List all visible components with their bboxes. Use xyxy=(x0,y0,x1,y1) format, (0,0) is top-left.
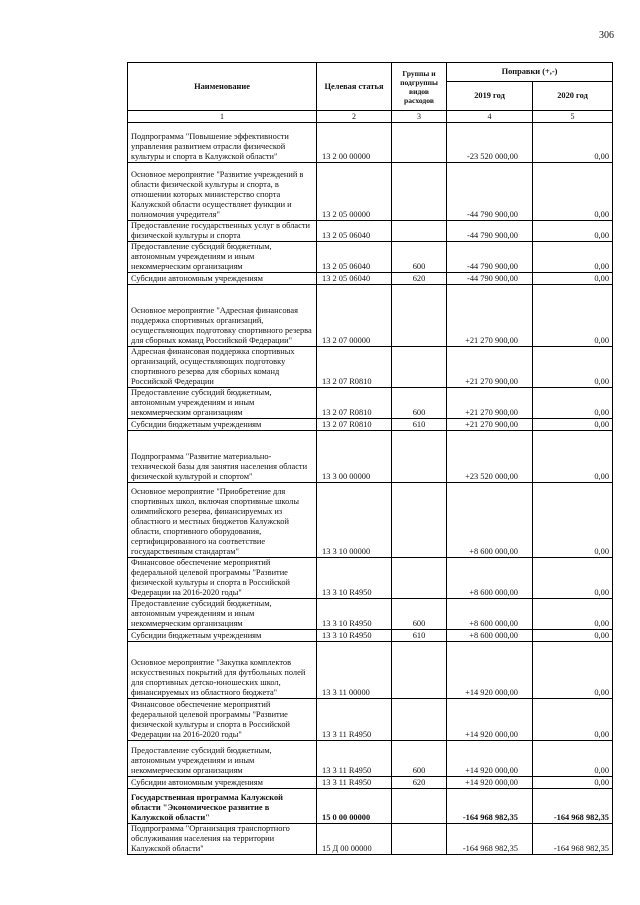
row-amendment-2020: 0,00 xyxy=(533,483,613,558)
row-expense-group xyxy=(392,221,447,242)
row-amendment-2019: -164 968 982,35 xyxy=(447,789,533,824)
row-name: Предоставление субсидий бюджетным, автономным учреждениям и иным некоммерческим организациям xyxy=(128,242,317,273)
table-row xyxy=(128,388,613,419)
table-row xyxy=(128,777,613,789)
row-name: Основное мероприятие "Развитие учреждений в области физической культуры и спорта, в отношении которых министерство спорта Калужской области осуществляет функции и полномочия учредителя" xyxy=(128,163,317,221)
header-expense-groups: Группы и подгруппы видов расходов xyxy=(392,63,447,111)
row-expense-group xyxy=(392,699,447,741)
column-index: 1 xyxy=(128,111,317,123)
row-expense-group: 610 xyxy=(392,419,447,431)
row-amendment-2020: -164 968 982,35 xyxy=(533,824,613,855)
row-target-article: 13 2 05 06040 xyxy=(317,273,392,285)
table-row xyxy=(128,630,613,642)
row-name: Подпрограмма "Организация транспортного обслуживания населения на территории Калужской области" xyxy=(128,824,317,855)
row-amendment-2019: -44 790 900,00 xyxy=(447,163,533,221)
row-amendment-2020: -164 968 982,35 xyxy=(533,789,613,824)
row-amendment-2020: 0,00 xyxy=(533,388,613,419)
row-amendment-2019: +21 270 900,00 xyxy=(447,347,533,388)
column-index: 5 xyxy=(533,111,613,123)
row-amendment-2019: +8 600 000,00 xyxy=(447,558,533,599)
row-target-article: 13 2 05 06040 xyxy=(317,242,392,273)
row-target-article: 13 3 11 R4950 xyxy=(317,777,392,789)
row-expense-group: 610 xyxy=(392,630,447,642)
row-name: Субсидии бюджетным учреждениям xyxy=(128,630,317,642)
row-expense-group: 600 xyxy=(392,388,447,419)
row-name: Предоставление субсидий бюджетным, автономным учреждениям и иным некоммерческим организациям xyxy=(128,741,317,777)
row-expense-group xyxy=(392,789,447,824)
row-name: Государственная программа Калужской области "Экономическое развитие в Калужской области" xyxy=(128,789,317,824)
row-amendment-2020: 0,00 xyxy=(533,123,613,163)
row-amendment-2020: 0,00 xyxy=(533,642,613,699)
row-expense-group xyxy=(392,558,447,599)
row-name: Подпрограмма "Повышение эффективности управления развитием отрасли физической культуры и спорта в Калужской области" xyxy=(128,123,317,163)
table-row xyxy=(128,642,613,699)
row-target-article: 13 2 07 00000 xyxy=(317,285,392,347)
row-amendment-2019: +21 270 900,00 xyxy=(447,419,533,431)
row-name: Основное мероприятие "Приобретение для спортивных школ, включая спортивные школы олимпийского резерва, финансируемых из областного и местных бюджетов Калужской области, спортивного оборудования, сертифицированного на соответствие государственным стандартам" xyxy=(128,483,317,558)
header-2020: 2020 год xyxy=(533,82,613,111)
column-index: 2 xyxy=(317,111,392,123)
table-row xyxy=(128,789,613,824)
table-row xyxy=(128,599,613,630)
row-name: Финансовое обеспечение мероприятий федеральной целевой программы "Развитие физической культуры и спорта в Российской Федерации на 2016-2020 годы" xyxy=(128,558,317,599)
row-amendment-2019: +8 600 000,00 xyxy=(447,630,533,642)
row-amendment-2019: -23 520 000,00 xyxy=(447,123,533,163)
row-amendment-2019: +8 600 000,00 xyxy=(447,483,533,558)
row-amendment-2019: +14 920 000,00 xyxy=(447,642,533,699)
row-expense-group xyxy=(392,431,447,483)
row-amendment-2019: +21 270 900,00 xyxy=(447,285,533,347)
row-amendment-2020: 0,00 xyxy=(533,699,613,741)
row-amendment-2019: +23 520 000,00 xyxy=(447,431,533,483)
row-target-article: 13 3 11 R4950 xyxy=(317,741,392,777)
row-name: Предоставление государственных услуг в области физической культуры и спорта xyxy=(128,221,317,242)
table-row xyxy=(128,273,613,285)
row-amendment-2020: 0,00 xyxy=(533,221,613,242)
row-expense-group xyxy=(392,163,447,221)
page-number: 306 xyxy=(599,30,614,41)
row-amendment-2019: -164 968 982,35 xyxy=(447,824,533,855)
row-name: Предоставление субсидий бюджетным, автономным учреждениям и иным некоммерческим организациям xyxy=(128,388,317,419)
row-target-article: 13 2 07 R0810 xyxy=(317,419,392,431)
row-expense-group xyxy=(392,123,447,163)
row-expense-group xyxy=(392,824,447,855)
header-amendments: Поправки (+,-) xyxy=(447,63,613,82)
column-index: 4 xyxy=(447,111,533,123)
row-target-article: 13 2 00 00000 xyxy=(317,123,392,163)
row-name: Предоставление субсидий бюджетным, автономным учреждениям и иным некоммерческим организациям xyxy=(128,599,317,630)
row-amendment-2019: +14 920 000,00 xyxy=(447,699,533,741)
row-expense-group xyxy=(392,642,447,699)
row-name: Субсидии автономным учреждениям xyxy=(128,777,317,789)
row-target-article: 13 3 00 00000 xyxy=(317,431,392,483)
row-amendment-2019: -44 790 900,00 xyxy=(447,221,533,242)
row-target-article: 15 0 00 00000 xyxy=(317,789,392,824)
row-expense-group: 600 xyxy=(392,741,447,777)
column-index: 3 xyxy=(392,111,447,123)
header-name: Наименование xyxy=(128,63,317,111)
row-expense-group: 600 xyxy=(392,242,447,273)
table-row xyxy=(128,242,613,273)
row-amendment-2019: -44 790 900,00 xyxy=(447,242,533,273)
row-target-article: 13 3 11 00000 xyxy=(317,642,392,699)
row-expense-group xyxy=(392,483,447,558)
row-target-article: 13 3 10 R4950 xyxy=(317,558,392,599)
header-2019: 2019 год xyxy=(447,82,533,111)
row-expense-group: 600 xyxy=(392,599,447,630)
table-row xyxy=(128,221,613,242)
table-row xyxy=(128,824,613,855)
table-row xyxy=(128,431,613,483)
budget-table xyxy=(127,62,613,855)
row-name: Финансовое обеспечение мероприятий федеральной целевой программы "Развитие физической культуры и спорта в Российской Федерации на 2016-2020 годы" xyxy=(128,699,317,741)
row-target-article: 13 2 07 R0810 xyxy=(317,388,392,419)
table-row xyxy=(128,285,613,347)
table-row xyxy=(128,483,613,558)
row-name: Основное мероприятие "Закупка комплектов искусственных покрытий для футбольных полей для спортивных детско-юношеских школ, финансируемых из областного бюджета" xyxy=(128,642,317,699)
row-target-article: 13 3 10 00000 xyxy=(317,483,392,558)
table-row xyxy=(128,123,613,163)
row-expense-group xyxy=(392,347,447,388)
row-expense-group: 620 xyxy=(392,777,447,789)
row-amendment-2020: 0,00 xyxy=(533,630,613,642)
row-amendment-2019: +14 920 000,00 xyxy=(447,741,533,777)
row-amendment-2020: 0,00 xyxy=(533,777,613,789)
row-target-article: 13 3 10 R4950 xyxy=(317,599,392,630)
row-target-article: 13 2 05 00000 xyxy=(317,163,392,221)
row-amendment-2020: 0,00 xyxy=(533,242,613,273)
row-target-article: 15 Д 00 00000 xyxy=(317,824,392,855)
row-amendment-2020: 0,00 xyxy=(533,558,613,599)
row-target-article: 13 2 07 R0810 xyxy=(317,347,392,388)
table-row xyxy=(128,419,613,431)
row-amendment-2020: 0,00 xyxy=(533,273,613,285)
table-row xyxy=(128,347,613,388)
row-name: Основное мероприятие "Адресная финансовая поддержка спортивных организаций, осуществляющих подготовку спортивного резерва для сборных команд Российской Федерации" xyxy=(128,285,317,347)
table-row xyxy=(128,558,613,599)
row-amendment-2019: +21 270 900,00 xyxy=(447,388,533,419)
row-target-article: 13 2 05 06040 xyxy=(317,221,392,242)
row-amendment-2020: 0,00 xyxy=(533,431,613,483)
row-target-article: 13 3 10 R4950 xyxy=(317,630,392,642)
row-amendment-2019: +8 600 000,00 xyxy=(447,599,533,630)
row-name: Субсидии автономным учреждениям xyxy=(128,273,317,285)
row-target-article: 13 3 11 R4950 xyxy=(317,699,392,741)
row-expense-group xyxy=(392,285,447,347)
row-amendment-2020: 0,00 xyxy=(533,419,613,431)
row-amendment-2020: 0,00 xyxy=(533,163,613,221)
row-amendment-2019: -44 790 900,00 xyxy=(447,273,533,285)
row-name: Адресная финансовая поддержка спортивных организаций, осуществляющих подготовку спортивного резерва для сборных команд Российской Федерации xyxy=(128,347,317,388)
row-amendment-2020: 0,00 xyxy=(533,741,613,777)
table-row xyxy=(128,163,613,221)
table-row xyxy=(128,699,613,741)
row-amendment-2020: 0,00 xyxy=(533,347,613,388)
row-name: Подпрограмма "Развитие материально-технической базы для занятия населения области физической культурой и спортом" xyxy=(128,431,317,483)
row-amendment-2019: +14 920 000,00 xyxy=(447,777,533,789)
row-amendment-2020: 0,00 xyxy=(533,599,613,630)
row-amendment-2020: 0,00 xyxy=(533,285,613,347)
table-row xyxy=(128,741,613,777)
row-expense-group: 620 xyxy=(392,273,447,285)
header-target-article: Целевая статья xyxy=(317,63,392,111)
row-name: Субсидии бюджетным учреждениям xyxy=(128,419,317,431)
